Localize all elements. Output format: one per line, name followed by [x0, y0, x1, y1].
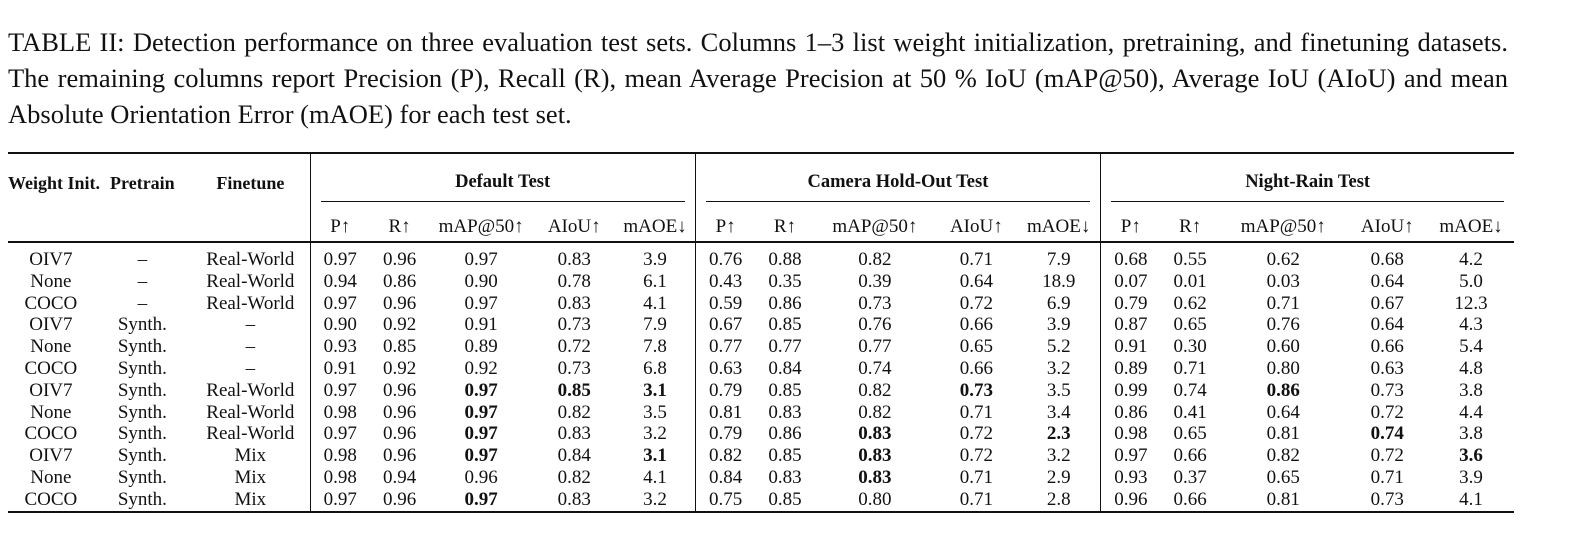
- cell-value: 0.98: [1101, 423, 1161, 445]
- cell-value: 6.1: [643, 270, 667, 292]
- cell-value: 0.86: [1266, 379, 1300, 401]
- cell-value: 0.97: [464, 423, 498, 445]
- cell-value: 0.98: [310, 467, 370, 489]
- cell-init: OIV7: [29, 379, 73, 401]
- cell-pretrain: Synth.: [117, 488, 167, 510]
- cell-value: 0.96: [382, 401, 417, 423]
- cell-finetune: Real-World: [206, 379, 295, 401]
- cell-value: 3.5: [1046, 379, 1071, 401]
- cell-value: 0.82: [557, 401, 591, 423]
- cell-value: 0.97: [310, 489, 370, 512]
- cell-value: 0.74: [1370, 423, 1404, 445]
- table-row: [8, 314, 1514, 336]
- cell-pretrain: –: [137, 249, 148, 270]
- cell-value: 0.94: [382, 466, 417, 488]
- metric-header-night-rain-2: mAP@50↑: [1240, 215, 1326, 237]
- metric-header-night-rain-4: mAOE↓: [1439, 215, 1503, 237]
- cell-value: 2.8: [1046, 488, 1071, 510]
- cell-value: 0.71: [1173, 357, 1207, 379]
- cell-value: 0.96: [382, 379, 417, 401]
- cell-value: 3.5: [643, 401, 667, 423]
- cell-value: 0.73: [959, 379, 993, 401]
- cell-value: 0.85: [557, 379, 591, 401]
- cell-finetune: Real-World: [206, 401, 295, 423]
- cell-value: 0.97: [464, 249, 498, 270]
- cell-pretrain: Synth.: [117, 401, 167, 423]
- metric-header-default-0: P↑: [310, 212, 370, 242]
- cell-value: 0.72: [557, 336, 591, 358]
- metric-header-default-4: mAOE↓: [623, 215, 687, 237]
- cell-value: 0.71: [959, 466, 993, 488]
- cell-value: 18.9: [1042, 270, 1076, 292]
- cell-value: 0.75: [695, 489, 756, 512]
- metric-header-camera-holdout-1: R↑: [773, 215, 797, 237]
- metric-header-night-rain-3: AIoU↑: [1360, 215, 1414, 237]
- cell-value: 4.8: [1459, 357, 1483, 379]
- cell-value: 0.79: [695, 423, 756, 445]
- cell-finetune: Mix: [234, 466, 267, 488]
- metric-header-row: [8, 212, 1514, 242]
- cell-value: 0.82: [858, 379, 892, 401]
- cell-value: 0.80: [858, 488, 892, 510]
- cell-value: 0.96: [382, 249, 417, 270]
- cell-value: 0.97: [464, 445, 498, 467]
- cell-value: 0.71: [959, 488, 993, 510]
- cell-finetune: Mix: [234, 445, 267, 467]
- cell-value: 0.64: [959, 270, 993, 292]
- cell-value: 0.97: [310, 293, 370, 315]
- results-table: [8, 152, 1514, 513]
- cell-value: 3.4: [1046, 401, 1071, 423]
- cell-value: 0.82: [858, 249, 892, 270]
- cell-value: 0.65: [1173, 423, 1207, 445]
- cell-value: 0.84: [557, 445, 591, 467]
- cell-value: 3.6: [1459, 445, 1483, 467]
- cell-pretrain: Synth.: [117, 466, 167, 488]
- header-finetune: Finetune: [216, 173, 285, 193]
- cell-value: 0.83: [557, 292, 591, 314]
- cell-value: 0.97: [464, 379, 498, 401]
- cell-init: COCO: [24, 423, 78, 445]
- group-night-rain-test: Night-Rain Test: [1101, 153, 1514, 212]
- cell-value: 0.03: [1266, 270, 1300, 292]
- cell-value: 0.73: [1370, 379, 1404, 401]
- cell-finetune: Mix: [234, 488, 267, 510]
- cell-value: 0.96: [382, 488, 417, 510]
- cell-value: 0.65: [1266, 466, 1300, 488]
- table-row: [8, 358, 1514, 380]
- cell-init: OIV7: [29, 314, 73, 336]
- cell-value: 0.71: [959, 401, 993, 423]
- cell-value: 0.76: [858, 314, 892, 336]
- cell-finetune: –: [245, 314, 256, 336]
- table-row: [8, 249, 1514, 271]
- cell-value: 0.83: [858, 423, 892, 445]
- cell-value: 0.76: [1266, 314, 1300, 336]
- table-row: [8, 423, 1514, 445]
- cell-value: 3.2: [1046, 357, 1071, 379]
- cell-value: 0.97: [464, 292, 498, 314]
- cell-value: 2.9: [1046, 466, 1071, 488]
- cell-pretrain: Synth.: [117, 314, 167, 336]
- cell-value: 3.8: [1459, 423, 1483, 445]
- table-row: [8, 271, 1514, 293]
- cell-value: 0.92: [464, 357, 498, 379]
- cell-value: 0.30: [1173, 336, 1207, 358]
- cell-value: 0.89: [1101, 358, 1161, 380]
- cell-value: 3.9: [1459, 466, 1483, 488]
- cell-value: 0.66: [1370, 336, 1404, 358]
- cell-value: 0.97: [1101, 445, 1161, 467]
- metric-header-camera-holdout-0: P↑: [695, 212, 756, 242]
- cell-value: 0.83: [557, 488, 591, 510]
- cell-value: 0.83: [858, 466, 892, 488]
- cell-value: 4.1: [643, 466, 667, 488]
- cell-value: 0.77: [768, 336, 802, 358]
- cell-value: 0.80: [1266, 357, 1300, 379]
- cell-value: 4.3: [1459, 314, 1483, 336]
- cell-value: 0.84: [695, 467, 756, 489]
- cell-value: 0.37: [1173, 466, 1207, 488]
- cell-value: 0.01: [1173, 270, 1207, 292]
- cell-value: 0.07: [1101, 271, 1161, 293]
- cell-value: 0.92: [382, 357, 417, 379]
- metric-header-default-2: mAP@50↑: [438, 215, 524, 237]
- cell-value: 0.72: [959, 292, 993, 314]
- cell-value: 0.71: [1266, 292, 1300, 314]
- cell-value: 0.86: [768, 292, 802, 314]
- cell-value: 0.92: [382, 314, 417, 336]
- cell-value: 0.83: [768, 466, 802, 488]
- cell-value: 0.63: [695, 358, 756, 380]
- cell-value: 0.88: [768, 249, 802, 270]
- cell-value: 0.66: [959, 357, 993, 379]
- cell-value: 0.97: [310, 249, 370, 271]
- cell-value: 0.64: [1370, 270, 1404, 292]
- cell-value: 4.1: [643, 292, 667, 314]
- cell-value: 2.3: [1046, 423, 1071, 445]
- table-caption: TABLE II: Detection performance on three evaluation test sets. Columns 1–3 list weight initialization, pretraining, and finetuning datasets. The remaining columns report Precision (P), Recall (R), mean Average Precision at 50 % IoU (mAP@50), Average IoU (AIoU) and mean Absolute Orientation Error (mAOE) for each test set.: [8, 27, 1508, 129]
- cell-value: 7.8: [643, 336, 667, 358]
- metric-header-default-3: AIoU↑: [547, 215, 601, 237]
- metric-header-camera-holdout-4: mAOE↓: [1027, 215, 1091, 237]
- cell-value: 0.85: [382, 336, 417, 358]
- cell-value: 0.65: [1173, 314, 1207, 336]
- cell-value: 0.86: [1101, 402, 1161, 424]
- cell-value: 0.72: [1370, 445, 1404, 467]
- cell-value: 0.68: [1101, 249, 1161, 271]
- cell-value: 4.1: [1459, 488, 1483, 510]
- cell-value: 0.73: [557, 314, 591, 336]
- cell-value: 7.9: [1046, 249, 1071, 270]
- cell-value: 0.77: [695, 336, 756, 358]
- cell-value: 0.98: [310, 445, 370, 467]
- cell-value: 0.55: [1173, 249, 1207, 270]
- cell-value: 3.9: [643, 249, 667, 270]
- cell-value: 6.9: [1046, 292, 1071, 314]
- cell-value: 0.78: [557, 270, 591, 292]
- cell-value: 0.86: [382, 270, 417, 292]
- cell-value: 0.67: [1370, 292, 1404, 314]
- cell-value: 0.72: [959, 445, 993, 467]
- cell-value: 0.83: [858, 445, 892, 467]
- cell-value: 0.77: [858, 336, 892, 358]
- cell-value: 7.9: [643, 314, 667, 336]
- cell-value: 0.93: [310, 336, 370, 358]
- cell-value: 0.66: [1173, 445, 1207, 467]
- cell-pretrain: Synth.: [117, 423, 167, 445]
- cell-value: 0.82: [1266, 445, 1300, 467]
- cell-value: 0.71: [959, 249, 993, 270]
- cell-value: 3.2: [643, 488, 667, 510]
- cell-pretrain: Synth.: [117, 445, 167, 467]
- cell-value: 0.93: [1101, 467, 1161, 489]
- cell-value: 0.62: [1266, 249, 1300, 270]
- cell-value: 0.60: [1266, 336, 1300, 358]
- cell-value: 0.91: [1101, 336, 1161, 358]
- cell-value: 0.86: [768, 423, 802, 445]
- cell-value: 0.65: [959, 336, 993, 358]
- cell-value: 0.39: [858, 270, 892, 292]
- cell-finetune: Real-World: [206, 423, 295, 445]
- cell-value: 4.2: [1459, 249, 1483, 270]
- cell-value: 0.83: [557, 249, 591, 270]
- metric-header-camera-holdout-2: mAP@50↑: [832, 215, 918, 237]
- cell-value: 0.64: [1266, 401, 1300, 423]
- cell-value: 0.59: [695, 293, 756, 315]
- cell-value: 3.1: [643, 379, 667, 401]
- cell-value: 0.96: [382, 292, 417, 314]
- cell-init: COCO: [24, 357, 78, 379]
- cell-value: 0.72: [959, 423, 993, 445]
- cell-value: 0.72: [1370, 401, 1404, 423]
- cell-value: 0.73: [1370, 488, 1404, 510]
- cell-value: 5.0: [1459, 270, 1483, 292]
- cell-pretrain: –: [137, 292, 148, 314]
- cell-value: 0.96: [1101, 489, 1161, 512]
- cell-value: 0.85: [768, 488, 802, 510]
- cell-value: 3.1: [643, 445, 667, 467]
- cell-value: 0.67: [695, 314, 756, 336]
- cell-value: 3.2: [643, 423, 667, 445]
- cell-value: 0.91: [310, 358, 370, 380]
- table-row: [8, 336, 1514, 358]
- cell-value: 0.81: [1266, 488, 1300, 510]
- cell-value: 0.35: [768, 270, 802, 292]
- cell-value: 0.83: [557, 423, 591, 445]
- cell-value: 0.97: [464, 401, 498, 423]
- metric-header-default-1: R↑: [388, 215, 411, 237]
- cell-value: 0.97: [310, 380, 370, 402]
- table-body: [8, 242, 1514, 512]
- group-camera-holdout-test: Camera Hold-Out Test: [695, 153, 1101, 212]
- metric-header-night-rain-0: P↑: [1101, 212, 1161, 242]
- cell-value: 0.62: [1173, 292, 1207, 314]
- table-row: [8, 445, 1514, 467]
- cell-value: 0.97: [464, 488, 498, 510]
- cell-value: 0.96: [382, 423, 417, 445]
- cell-value: 0.66: [1173, 488, 1207, 510]
- cell-value: 0.87: [1101, 314, 1161, 336]
- cell-value: 0.97: [310, 423, 370, 445]
- cell-init: None: [30, 466, 72, 488]
- cell-value: 0.91: [464, 314, 498, 336]
- cell-value: 0.76: [695, 249, 756, 271]
- cell-value: 0.73: [557, 357, 591, 379]
- cell-value: 0.68: [1370, 249, 1404, 270]
- cell-value: 0.83: [768, 401, 802, 423]
- cell-value: 0.98: [310, 402, 370, 424]
- cell-value: 6.8: [643, 357, 667, 379]
- cell-value: 0.85: [768, 314, 802, 336]
- cell-init: None: [30, 270, 72, 292]
- cell-value: 0.99: [1101, 380, 1161, 402]
- cell-finetune: –: [245, 357, 256, 379]
- cell-value: 0.73: [858, 292, 892, 314]
- cell-value: 3.9: [1046, 314, 1071, 336]
- cell-value: 0.64: [1370, 314, 1404, 336]
- metric-header-night-rain-1: R↑: [1179, 215, 1202, 237]
- cell-init: COCO: [24, 488, 78, 510]
- cell-init: OIV7: [29, 249, 73, 270]
- cell-init: OIV7: [29, 445, 73, 467]
- cell-value: 0.71: [1370, 466, 1404, 488]
- cell-value: 0.85: [768, 379, 802, 401]
- cell-pretrain: Synth.: [117, 336, 167, 358]
- group-default-test: Default Test: [310, 153, 695, 212]
- cell-value: 5.2: [1046, 336, 1071, 358]
- cell-value: 0.66: [959, 314, 993, 336]
- cell-value: 4.4: [1459, 401, 1483, 423]
- cell-value: 0.74: [1173, 379, 1207, 401]
- header-pretrain: Pretrain: [110, 173, 175, 193]
- cell-init: None: [30, 336, 72, 358]
- cell-init: COCO: [24, 292, 78, 314]
- cell-finetune: –: [245, 336, 256, 358]
- cell-value: 0.43: [695, 271, 756, 293]
- cell-value: 0.84: [768, 357, 802, 379]
- metric-header-camera-holdout-3: AIoU↑: [949, 215, 1003, 237]
- cell-finetune: Real-World: [206, 270, 295, 292]
- cell-value: 0.94: [310, 271, 370, 293]
- cell-value: 3.2: [1046, 445, 1071, 467]
- cell-value: 0.82: [858, 401, 892, 423]
- cell-value: 0.96: [464, 466, 498, 488]
- cell-finetune: Real-World: [206, 249, 295, 270]
- header-weight-init: Weight Init.: [8, 173, 101, 193]
- table-row: [8, 293, 1514, 315]
- cell-init: None: [30, 401, 72, 423]
- results-table-wrapper: [8, 152, 1514, 513]
- cell-value: 0.82: [695, 445, 756, 467]
- table-row: [8, 402, 1514, 424]
- cell-value: 0.96: [382, 445, 417, 467]
- cell-value: 0.90: [310, 314, 370, 336]
- cell-value: 0.90: [464, 270, 498, 292]
- cell-value: 12.3: [1454, 292, 1488, 314]
- cell-value: 0.85: [768, 445, 802, 467]
- cell-value: 0.89: [464, 336, 498, 358]
- table-row: [8, 380, 1514, 402]
- cell-value: 0.82: [557, 466, 591, 488]
- cell-value: 0.81: [695, 402, 756, 424]
- cell-value: 5.4: [1459, 336, 1483, 358]
- table-row: [8, 467, 1514, 489]
- cell-value: 0.74: [858, 357, 892, 379]
- cell-pretrain: Synth.: [117, 357, 167, 379]
- cell-value: 0.79: [1101, 293, 1161, 315]
- cell-value: 3.8: [1459, 379, 1483, 401]
- cell-value: 0.41: [1173, 401, 1207, 423]
- cell-value: 0.63: [1370, 357, 1404, 379]
- cell-value: 0.79: [695, 380, 756, 402]
- table-row: [8, 489, 1514, 512]
- cell-pretrain: –: [137, 270, 148, 292]
- cell-finetune: Real-World: [206, 292, 295, 314]
- cell-pretrain: Synth.: [117, 379, 167, 401]
- cell-value: 0.81: [1266, 423, 1300, 445]
